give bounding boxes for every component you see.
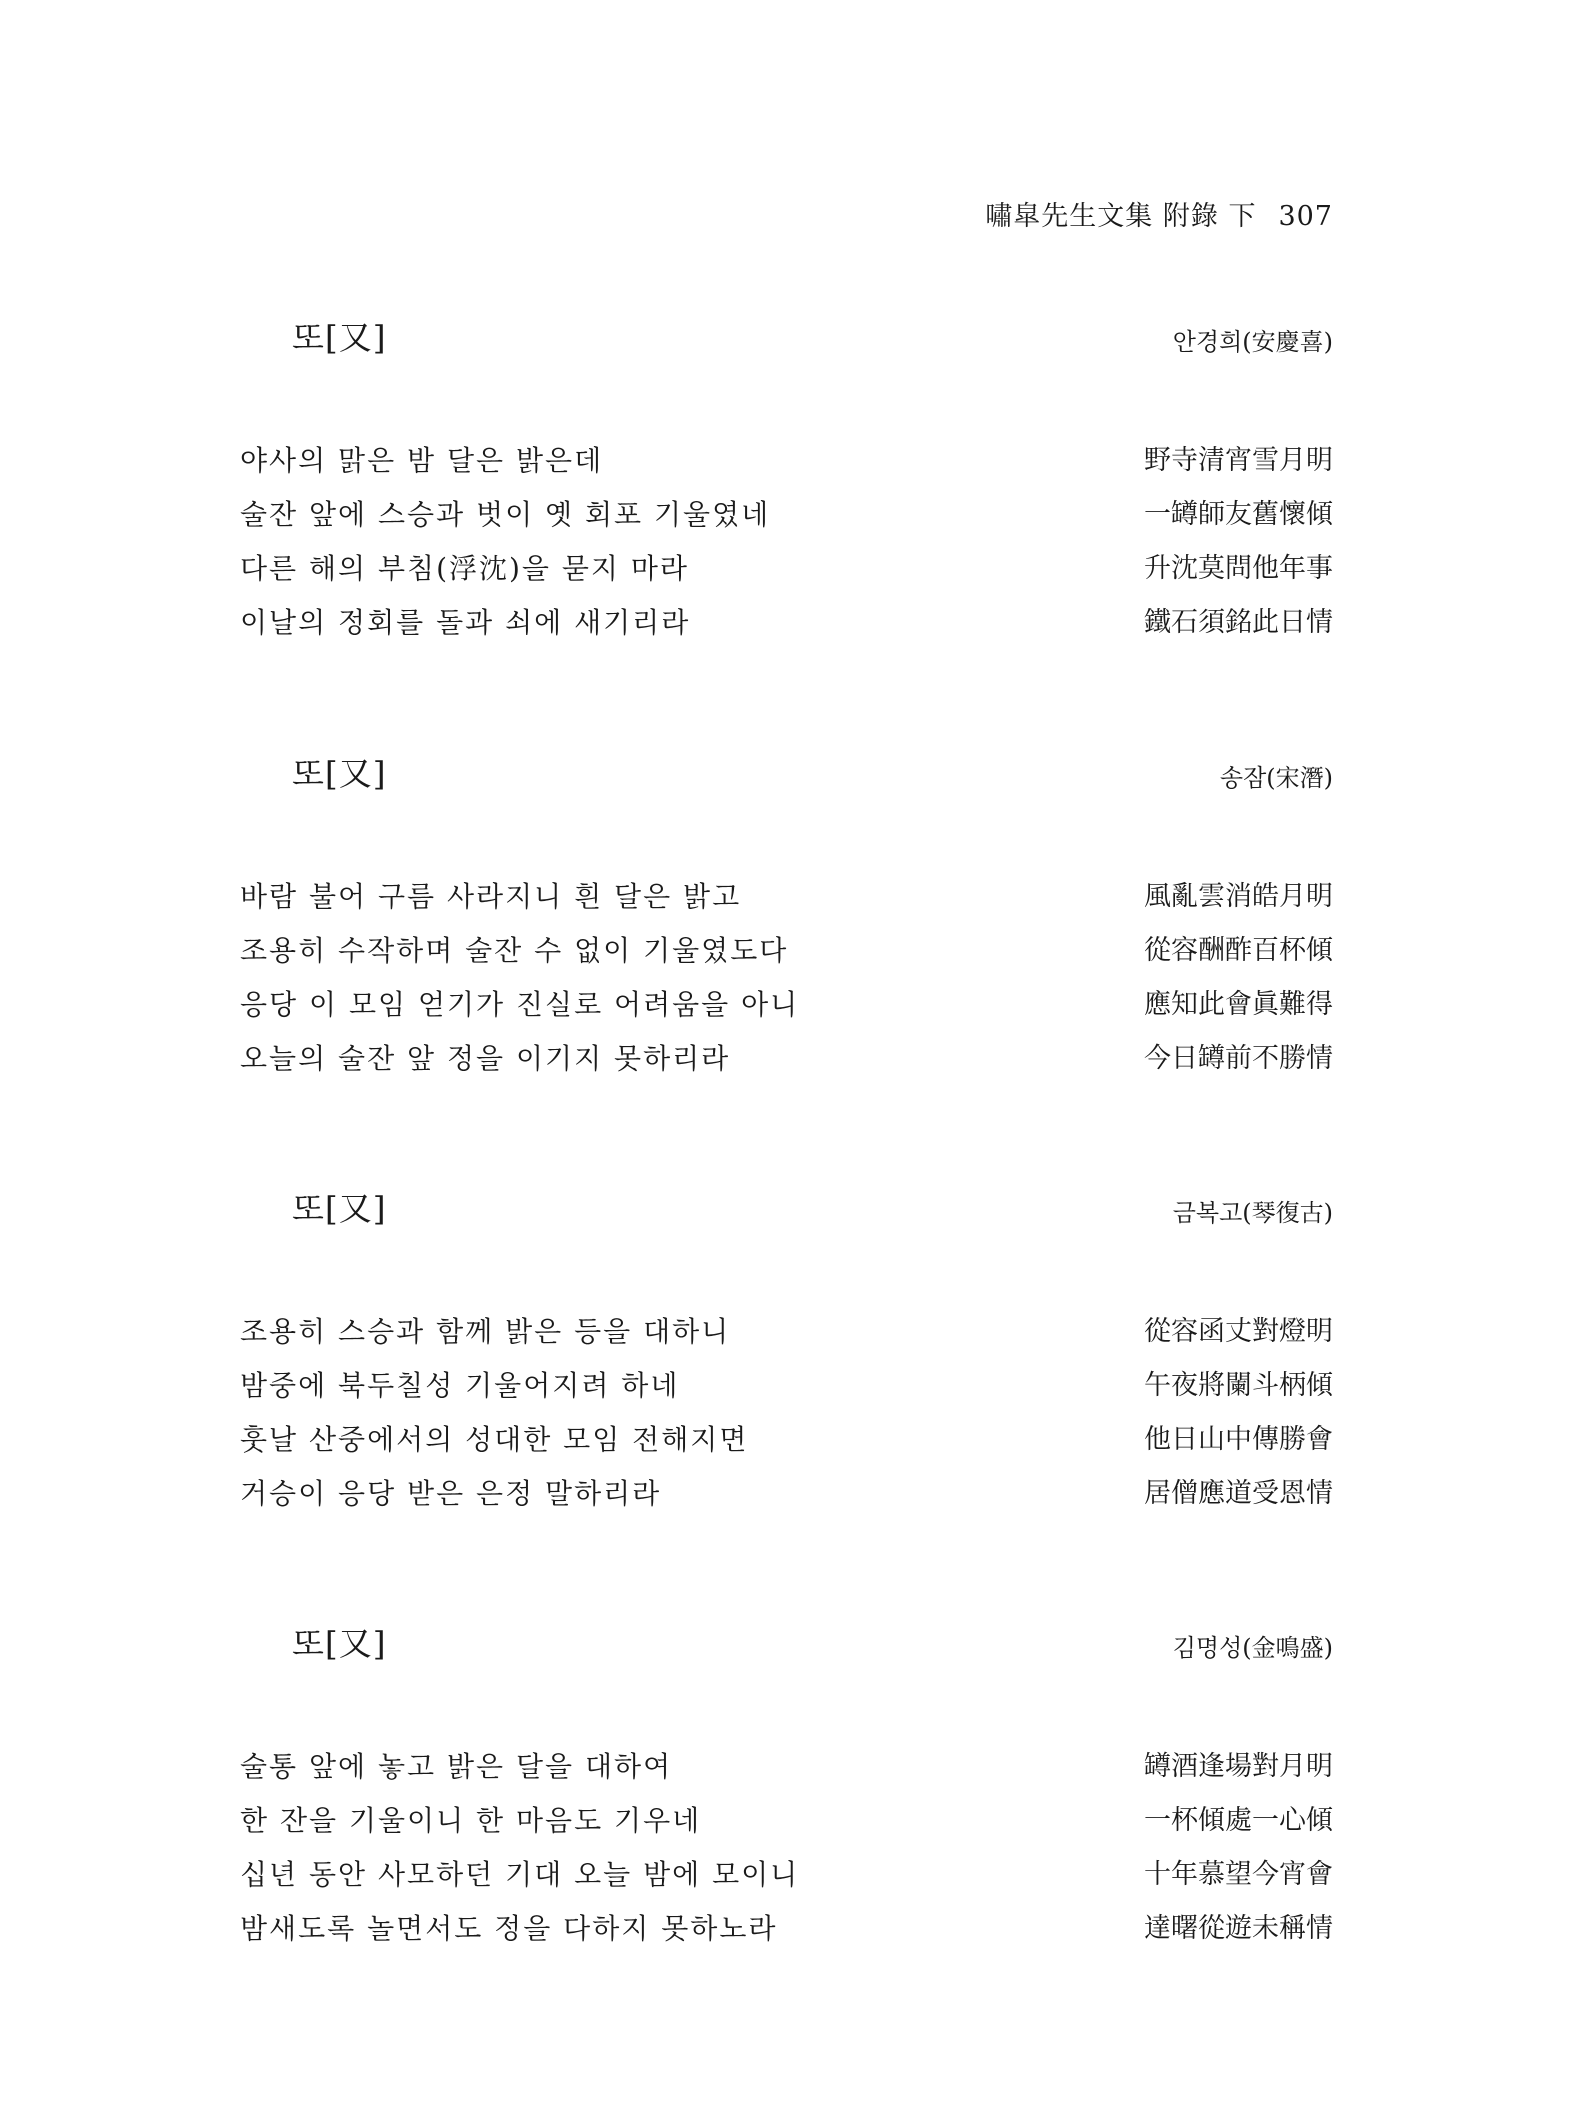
poem-title: 또[又] [292, 318, 387, 357]
page-number: 307 [1278, 201, 1333, 232]
poem-section [240, 312, 1333, 650]
chinese-verse: 十年慕望今宵會 [1144, 1859, 1333, 1890]
chinese-verse: 從容函丈對燈明 [1144, 1316, 1333, 1347]
korean-verse: 응당 이 모임 얻기가 진실로 어려움을 아니 [240, 988, 800, 1021]
poem-line [240, 1902, 1333, 1956]
chinese-verse: 從容酬酢百杯傾 [1144, 935, 1333, 966]
chinese-verse: 應知此會眞難得 [1144, 989, 1333, 1020]
poem-header [240, 1183, 1333, 1239]
poem-lines [240, 1305, 1333, 1521]
korean-verse: 오늘의 술잔 앞 정을 이기지 못하리라 [240, 1042, 731, 1075]
korean-verse: 술통 앞에 놓고 밝은 달을 대하여 [240, 1750, 673, 1783]
poem-line [240, 1032, 1333, 1086]
poem-lines [240, 870, 1333, 1086]
poem-title: 또[又] [292, 1189, 387, 1228]
poem-line [240, 1794, 1333, 1848]
korean-verse: 밤중에 북두칠성 기울어지려 하네 [240, 1369, 680, 1402]
poem-line [240, 924, 1333, 978]
poem-author: 금복고(琴復古) [1172, 1199, 1333, 1227]
poem-line [240, 978, 1333, 1032]
poem-header [240, 748, 1333, 804]
poem-line [240, 1467, 1333, 1521]
poem-title: 또[又] [292, 754, 387, 793]
poem-lines [240, 1740, 1333, 1956]
korean-verse: 거승이 응당 받은 은정 말하리라 [240, 1477, 662, 1510]
poem-line [240, 488, 1333, 542]
chinese-verse: 升沈莫問他年事 [1144, 553, 1333, 584]
chinese-verse: 風亂雲消皓月明 [1144, 881, 1333, 912]
poem-section [240, 748, 1333, 1086]
poem-author: 송잠(宋潛) [1219, 764, 1333, 792]
chinese-verse: 達曙從遊未稱情 [1144, 1913, 1333, 1944]
poem-line [240, 434, 1333, 488]
poem-line [240, 596, 1333, 650]
korean-verse: 밤새도록 놀면서도 정을 다하지 못하노라 [240, 1912, 778, 1945]
poem-line [240, 542, 1333, 596]
korean-verse: 이날의 정회를 돌과 쇠에 새기리라 [240, 606, 691, 639]
korean-verse: 야사의 맑은 밤 달은 밝은데 [240, 444, 604, 477]
poem-section [240, 1183, 1333, 1521]
chinese-verse: 鐵石須銘此日情 [1144, 607, 1333, 638]
chinese-verse: 一杯傾處一心傾 [1144, 1805, 1333, 1836]
poem-header [240, 312, 1333, 368]
chinese-verse: 他日山中傳勝會 [1144, 1424, 1333, 1455]
poem-line [240, 1305, 1333, 1359]
chinese-verse: 一罇師友舊懷傾 [1144, 499, 1333, 530]
poem-author: 안경희(安慶喜) [1172, 328, 1333, 356]
chinese-verse: 午夜將闌斗柄傾 [1144, 1370, 1333, 1401]
running-header [985, 194, 1333, 233]
poem-title: 또[又] [292, 1624, 387, 1663]
chinese-verse: 罇酒逢場對月明 [1144, 1751, 1333, 1782]
chinese-verse: 居僧應道受恩情 [1144, 1478, 1333, 1509]
korean-verse: 훗날 산중에서의 성대한 모임 전해지면 [240, 1423, 749, 1456]
korean-verse: 술잔 앞에 스승과 벗이 옛 회포 기울였네 [240, 498, 771, 531]
poem-line [240, 1848, 1333, 1902]
korean-verse: 조용히 스승과 함께 밝은 등을 대하니 [240, 1315, 731, 1348]
book-title: 嘯皐先生文集 附錄 下 [985, 201, 1257, 232]
korean-verse: 한 잔을 기울이니 한 마음도 기우네 [240, 1804, 702, 1837]
korean-verse: 십년 동안 사모하던 기대 오늘 밤에 모이니 [240, 1858, 800, 1891]
poem-author: 김명성(金鳴盛) [1172, 1634, 1333, 1662]
poem-section [240, 1618, 1333, 1956]
poem-line [240, 1413, 1333, 1467]
poem-line [240, 1359, 1333, 1413]
poem-header [240, 1618, 1333, 1674]
chinese-verse: 野寺清宵雪月明 [1144, 445, 1333, 476]
poem-line [240, 870, 1333, 924]
poem-line [240, 1740, 1333, 1794]
korean-verse: 다른 해의 부침(浮沈)을 묻지 마라 [240, 552, 689, 585]
korean-verse: 조용히 수작하며 술잔 수 없이 기울였도다 [240, 934, 789, 967]
chinese-verse: 今日罇前不勝情 [1144, 1043, 1333, 1074]
poem-lines [240, 434, 1333, 650]
korean-verse: 바람 불어 구름 사라지니 흰 달은 밝고 [240, 880, 742, 913]
